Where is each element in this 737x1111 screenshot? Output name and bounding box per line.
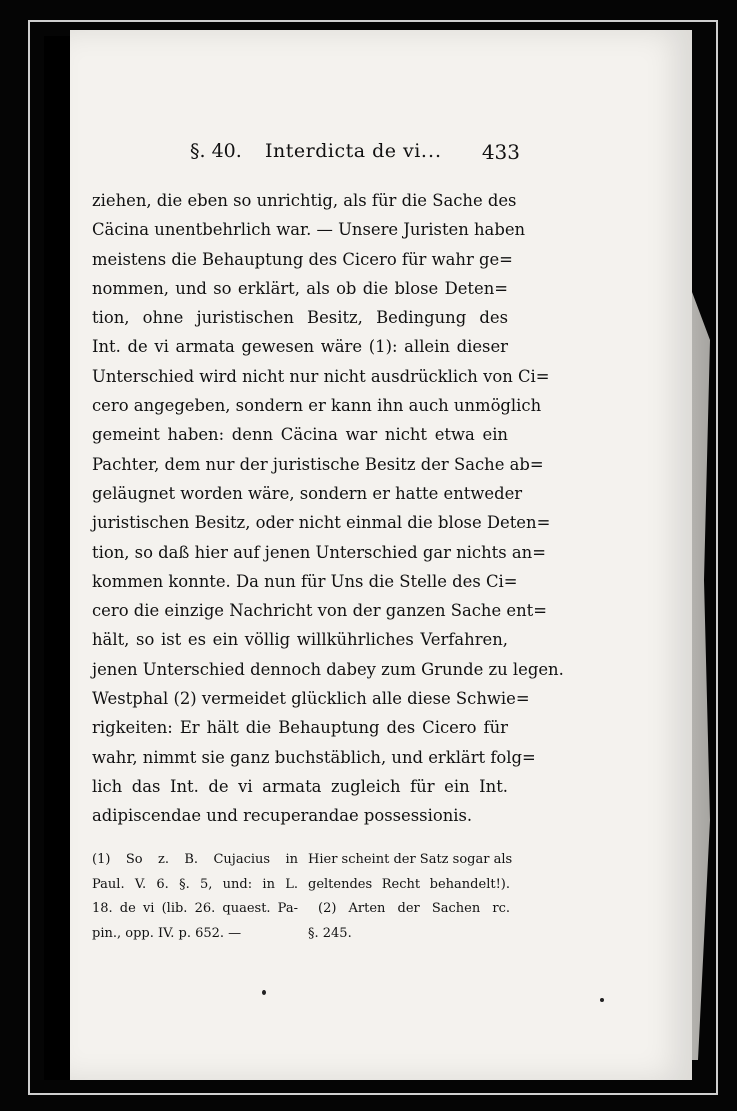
page-number: 433 bbox=[481, 140, 520, 164]
footnote-line: pin., opp. IV. p. 652. — bbox=[92, 925, 242, 941]
footnote-line: (2) Arten der Sachen rc. bbox=[318, 901, 510, 916]
text-line: Westphal (2) vermeidet glücklich alle diese Schwie= bbox=[92, 689, 530, 709]
text-line: gemeint haben: denn Cäcina war nicht etwa ein bbox=[92, 425, 508, 445]
text-line: Unterschied wird nicht nur nicht ausdrücklich von Ci= bbox=[92, 366, 550, 386]
footnote-line: 18. de vi (lib. 26. quaest. Pa- bbox=[92, 901, 298, 916]
text-line: ziehen, die eben so unrichtig, als für die Sache des bbox=[92, 191, 517, 210]
text-line: Int. de vi armata gewesen wäre (1): allein dieser bbox=[92, 337, 508, 357]
text-line: tion, ohne juristischen Besitz, Bedingung des bbox=[92, 308, 508, 328]
footnote-line: Paul. V. 6. §. 5, und: in L. bbox=[92, 876, 298, 892]
text-line: wahr, nimmt sie ganz buchstäblich, und erklärt folg= bbox=[92, 747, 536, 767]
ink-speck bbox=[262, 990, 266, 995]
header-title: Interdicta de vi. bbox=[265, 140, 428, 162]
body-text bbox=[92, 186, 564, 831]
text-line: Pachter, dem nur der juristische Besitz der Sache ab= bbox=[92, 454, 544, 474]
text-line: lich das Int. de vi armata zugleich für ein Int. bbox=[92, 776, 508, 796]
text-line: jenen Unterschied dennoch dabey zum Grunde zu legen. bbox=[92, 659, 564, 679]
text-line: cero angegeben, sondern er kann ihn auch unmöglich bbox=[92, 396, 542, 416]
text-line: cero die einzige Nachricht von der ganzen Sache ent= bbox=[92, 601, 547, 621]
text-line: juristischen Besitz, oder nicht einmal die blose Deten= bbox=[92, 513, 551, 533]
footnote-line: Hier scheint der Satz sogar als bbox=[308, 852, 513, 867]
footnote-column-left bbox=[92, 848, 298, 946]
text-line: kommen konnte. Da nun für Uns die Stelle des Ci= bbox=[92, 571, 518, 591]
footnote-column-right bbox=[308, 848, 513, 946]
text-line: meistens die Behauptung des Cicero für wahr ge= bbox=[92, 249, 513, 269]
text-line: nommen, und so erklärt, als ob die blose Deten= bbox=[92, 278, 508, 298]
running-header bbox=[190, 140, 520, 170]
text-line: hält, so ist es ein völlig willkührliches Verfahren, bbox=[92, 630, 508, 650]
footnote-line: (1) So z. B. Cujacius in bbox=[92, 852, 298, 867]
ink-speck bbox=[600, 998, 604, 1002]
header-dots: .. bbox=[428, 140, 443, 162]
footnote-line: geltendes Recht behandelt!). bbox=[308, 876, 510, 892]
text-line: rigkeiten: Er hält die Behauptung des Cicero für bbox=[92, 718, 508, 738]
section-number: §. 40. bbox=[190, 140, 242, 162]
text-line: geläugnet worden wäre, sondern er hatte entweder bbox=[92, 483, 523, 503]
footnote-line: §. 245. bbox=[308, 925, 352, 941]
text-line: adipiscendae und recuperandae possessionis. bbox=[92, 806, 473, 826]
text-line: Cäcina unentbehrlich war. — Unsere Juristen haben bbox=[92, 220, 526, 240]
binding-shadow bbox=[44, 36, 70, 1080]
text-line: tion, so daß hier auf jenen Unterschied gar nichts an= bbox=[92, 542, 546, 562]
